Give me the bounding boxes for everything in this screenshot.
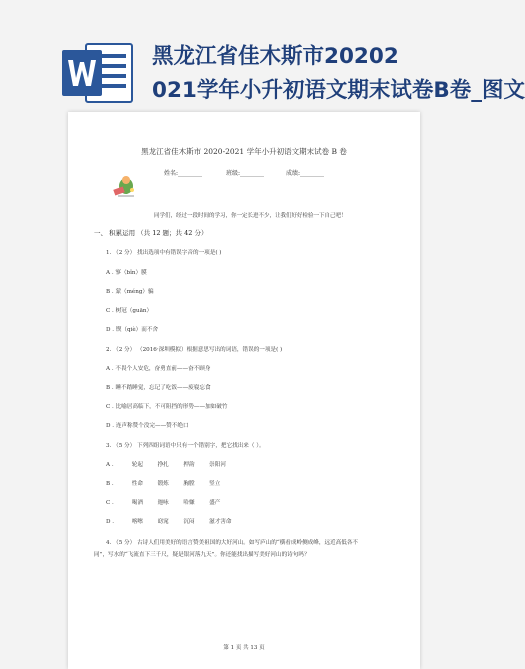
q3-word: 锻炼 bbox=[157, 481, 169, 487]
document-title: 黑龙江省佳木斯市 2020-2021 学年小升初语文期末试卷 B 卷 bbox=[141, 147, 347, 156]
section-heading: 一、 积累运用 （共 12 题；共 42 分） bbox=[94, 229, 208, 237]
name-field-label: 姓名:________ bbox=[164, 170, 203, 177]
q3-option-row bbox=[106, 498, 233, 506]
q3-option-row bbox=[106, 517, 234, 525]
q3-word: 性命 bbox=[131, 481, 143, 487]
banner-title bbox=[152, 40, 525, 108]
document-page bbox=[68, 112, 420, 669]
q2-option-d: D . 连声称赞个没完——赞不绝口 bbox=[106, 423, 189, 429]
banner-title-line-1: 黑龙江省佳木斯市20202 bbox=[152, 44, 399, 69]
question-4-line-2: 同”，写水的“飞流直下三千尺，疑是银河落九天”。你还能找出描写美好河山的诗句吗？ bbox=[94, 552, 310, 558]
q1-option-d: D . 锲（qiè）而不舍 bbox=[106, 327, 159, 333]
q3-option-letter: B . bbox=[106, 481, 114, 487]
banner bbox=[0, 0, 525, 112]
q3-option-letter: C . bbox=[106, 500, 114, 506]
q3-word: 崇阳河 bbox=[209, 462, 226, 468]
question-2: 2. （2 分） （2016·深圳模拟）根据意思写出的词语，错误的一项是( ) bbox=[106, 347, 283, 353]
q3-word: 滋才害命 bbox=[209, 519, 232, 525]
q3-word: 挣扎 bbox=[157, 462, 169, 468]
q2-option-a: A . 不畏个人安危，奋勇直前——奋不顾身 bbox=[106, 366, 211, 372]
q2-option-b: B . 睡不踏睡觉，忘记了吃饭——废寝忘食 bbox=[106, 385, 211, 391]
q3-option-row bbox=[106, 479, 233, 487]
q1-option-b: B . 蒙（méng）骗 bbox=[106, 289, 154, 295]
q3-word: 喀嚓 bbox=[131, 519, 143, 525]
banner-title-line-2: 021学年小升初语文期末试卷B卷_图文 bbox=[152, 78, 525, 103]
q3-word: 迦咏 bbox=[157, 500, 169, 506]
q3-option-row bbox=[106, 460, 233, 468]
q3-word: 沉闷 bbox=[183, 519, 195, 525]
word-icon bbox=[62, 40, 136, 106]
score-field-label: 成绩:________ bbox=[286, 170, 325, 177]
q2-option-c: C . 比喻居高临下，不可阻挡的形势——加如破竹 bbox=[106, 404, 228, 410]
q3-word: 胸膛 bbox=[183, 481, 195, 487]
mascot-icon bbox=[108, 174, 138, 200]
class-field-label: 班级:________ bbox=[226, 170, 265, 177]
motto-text: 同学们，经过一段时间的学习，你一定长进不少，让我们好好检验一下自己吧！ bbox=[154, 213, 347, 219]
q3-word: 喝酒 bbox=[131, 500, 143, 506]
q3-option-letter: A . bbox=[106, 462, 114, 468]
q3-word: 轮起 bbox=[131, 462, 143, 468]
page-footer: 第 1 页 共 13 页 bbox=[223, 645, 265, 651]
q3-word: 哈嫌 bbox=[183, 500, 195, 506]
q3-word: 窈窕 bbox=[157, 519, 169, 525]
q3-word: 竖立 bbox=[209, 481, 221, 487]
q3-word: 盛产 bbox=[209, 500, 221, 506]
q3-word: 押韵 bbox=[183, 462, 195, 468]
q3-option-letter: D . bbox=[106, 519, 115, 525]
question-4-line-1: 4. （5 分） 古诗人们用美好的语言赞美祖国的大好河山。如写庐山的“横看成岭侧成峰，远近高低各不 bbox=[106, 540, 359, 546]
q1-option-c: C . 树冠（guān） bbox=[106, 308, 153, 314]
question-1: 1. （2 分） 找出选项中有错误字音的一项是( ) bbox=[106, 250, 222, 256]
q1-option-a: A . 寥（bǐn）膜 bbox=[106, 270, 147, 276]
question-3: 3. （5 分） 下列四组词语中只有一个错别字，把它找出来（ ）。 bbox=[106, 443, 265, 449]
